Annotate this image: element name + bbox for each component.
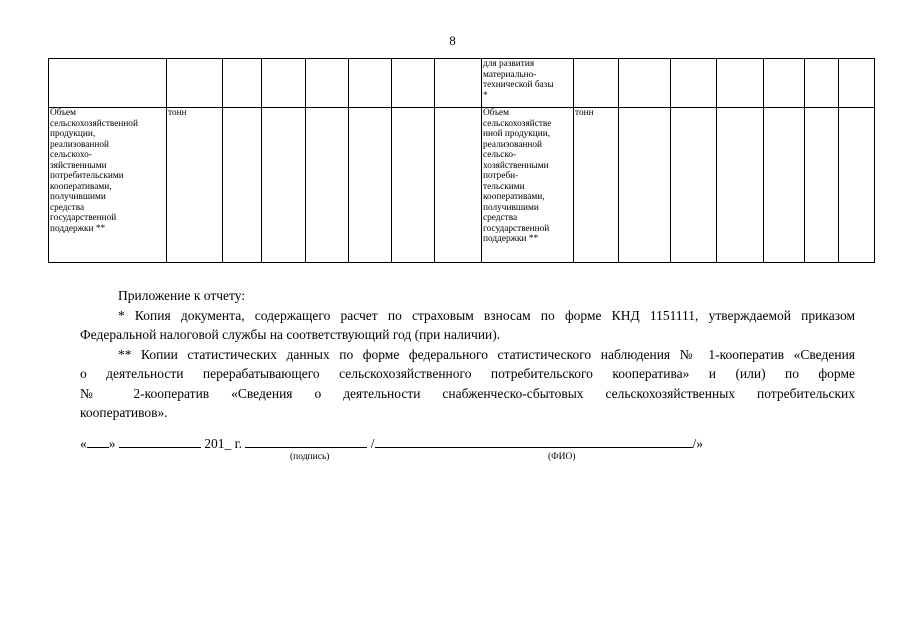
table-cell (223, 108, 262, 263)
table-cell (349, 108, 392, 263)
table-cell (392, 108, 435, 263)
appendix-note-1: * Копия документа, содержащего расчет по страховым взносам по форме КНД 1151111, утверждаемой приказом (118, 307, 855, 323)
unit-cell: тонн (574, 108, 619, 263)
close-quote: » (108, 436, 116, 451)
table-cell (262, 108, 306, 263)
indicators-table (48, 58, 875, 263)
table-cell (764, 59, 805, 108)
table-cell (839, 108, 875, 263)
table-cell (764, 108, 805, 263)
year-text: 201_ г. (204, 436, 243, 451)
indicator-cell: Объем сельскохозяйстве нной продукции, реализованной сельско- хозяйственными потреби- тельскими кооперативами, получившими средства государственной поддержки ** (482, 108, 574, 263)
table-cell (349, 59, 392, 108)
signature-caption: (подпись) (290, 452, 330, 462)
signature-blank (245, 434, 367, 448)
unit-cell: тонн (167, 108, 223, 263)
appendix-heading: Приложение к отчету: (118, 288, 246, 303)
table-cell (805, 59, 839, 108)
signature-line (80, 434, 703, 452)
table-cell (671, 59, 717, 108)
name-blank (375, 434, 693, 448)
slash: / (370, 436, 375, 451)
table-cell (717, 59, 764, 108)
appendix-note-2-end: кооперативов». (80, 405, 168, 420)
day-blank (87, 434, 109, 448)
open-quote: « (80, 436, 87, 451)
table-cell (435, 108, 482, 263)
table-cell (619, 108, 671, 263)
table-cell (167, 59, 223, 108)
table-cell (619, 59, 671, 108)
appendix-block (80, 286, 855, 423)
table-cell (717, 108, 764, 263)
table-cell (435, 59, 482, 108)
appendix-note-2: ** Копии статистических данных по форме федерального статистического наблюдения № 1-кооператив «Сведения (118, 346, 855, 362)
closing-mark: /» (692, 436, 704, 451)
table-cell (262, 59, 306, 108)
table-cell (392, 59, 435, 108)
table-cell (223, 59, 262, 108)
appendix-note-2-cont: № 2-кооператив «Сведения о деятельности снабженческо-сбытовых сельскохозяйственных потребительских (80, 385, 855, 401)
table-cell (805, 108, 839, 263)
table-row (49, 59, 875, 108)
table-cell (306, 108, 349, 263)
indicator-cell: для развития материально- технической базы * (482, 59, 574, 108)
table-cell (671, 108, 717, 263)
appendix-note-1-cont: Федеральной налоговой службы на соответствующий год (при наличии). (80, 327, 501, 342)
month-blank (119, 434, 201, 448)
table-cell (839, 59, 875, 108)
page-number: 8 (449, 33, 456, 48)
name-caption: (ФИО) (548, 452, 576, 462)
table-cell (574, 59, 619, 108)
appendix-note-2-cont: о деятельности перерабатывающего сельскохозяйственного потребительского кооператива» и (или) по форме (80, 366, 855, 381)
table-cell (49, 59, 167, 108)
indicator-cell: Объем сельскохозяйственной продукции, реализованной сельскохо- зяйственными потребительскими кооперативами, получившими средства государственной поддержки ** (49, 108, 167, 263)
table-row (49, 108, 875, 263)
table-cell (306, 59, 349, 108)
